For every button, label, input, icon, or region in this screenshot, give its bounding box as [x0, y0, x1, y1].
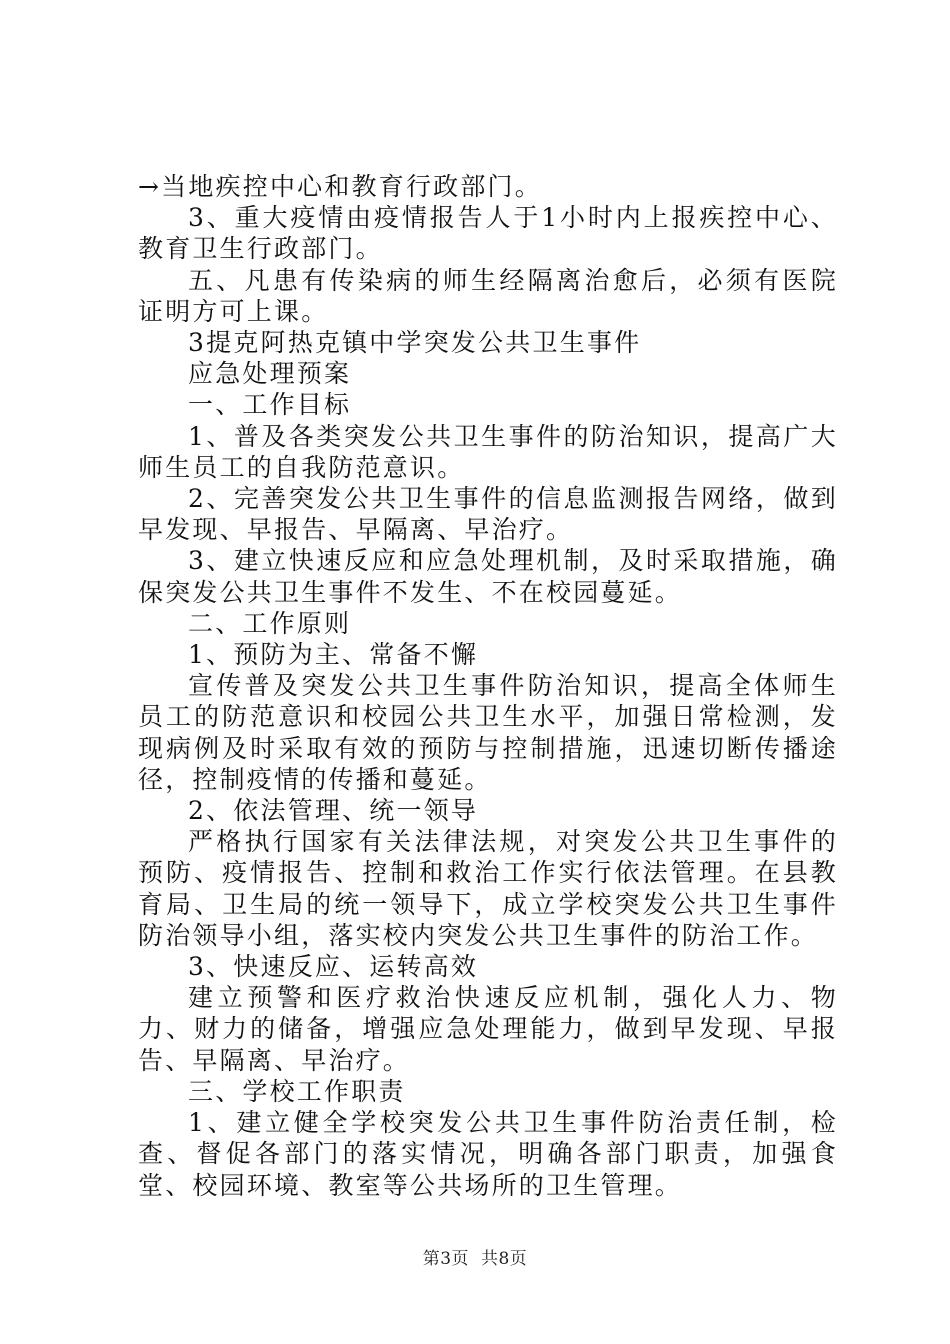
section-title: 3提克阿热克镇中学突发公共卫生事件 [188, 328, 642, 358]
page-number: 第3页 [422, 1249, 470, 1269]
paragraph: 2、完善突发公共卫生事件的信息监测报告网络，做到早发现、早报告、早隔离、早治疗。 [138, 484, 838, 545]
subheading: 2、依法管理、统一领导 [188, 796, 479, 826]
document-body [138, 171, 838, 1201]
page-footer [0, 1244, 950, 1269]
section-title: 应急处理预案 [188, 359, 352, 389]
paragraph: →当地疾控中心和教育行政部门。 [138, 172, 542, 201]
paragraph: 严格执行国家有关法律法规，对突发公共卫生事件的预防、疫情报告、控制和救治工作实行依法管理。在县教育局、卫生局的统一领导下，成立学校突发公共卫生事件防治领导小组，落实校内突发公共卫生事件的防治工作。 [138, 827, 838, 950]
paragraph: 1、普及各类突发公共卫生事件的防治知识，提高广大师生员工的自我防范意识。 [138, 421, 838, 482]
paragraph: 五、凡患有传染病的师生经隔离治愈后，必须有医院证明方可上课。 [138, 265, 838, 326]
subheading: 1、预防为主、常备不懈 [188, 640, 479, 670]
heading: 三、学校工作职责 [188, 1076, 406, 1106]
heading: 二、工作原则 [188, 608, 352, 638]
paragraph: 1、建立健全学校突发公共卫生事件防治责任制，检查、督促各部门的落实情况，明确各部门职责，加强食堂、校园环境、教室等公共场所的卫生管理。 [138, 1108, 838, 1200]
paragraph: 3、重大疫情由疫情报告人于1小时内上报疾控中心、教育卫生行政部门。 [138, 203, 838, 264]
heading: 一、工作目标 [188, 390, 352, 420]
paragraph: 建立预警和医疗救治快速反应机制，强化人力、物力、财力的储备，增强应急处理能力，做到早发现、早报告、早隔离、早治疗。 [138, 983, 838, 1075]
subheading: 3、快速反应、运转高效 [188, 952, 479, 982]
paragraph: 宣传普及突发公共卫生事件防治知识，提高全体师生员工的防范意识和校园公共卫生水平，加强日常检测，发现病例及时采取有效的预防与控制措施，迅速切断传播途径，控制疫情的传播和蔓延。 [138, 671, 838, 794]
page-total: 共8页 [480, 1249, 528, 1269]
paragraph: 3、建立快速反应和应急处理机制，及时采取措施，确保突发公共卫生事件不发生、不在校园蔓延。 [138, 546, 838, 607]
